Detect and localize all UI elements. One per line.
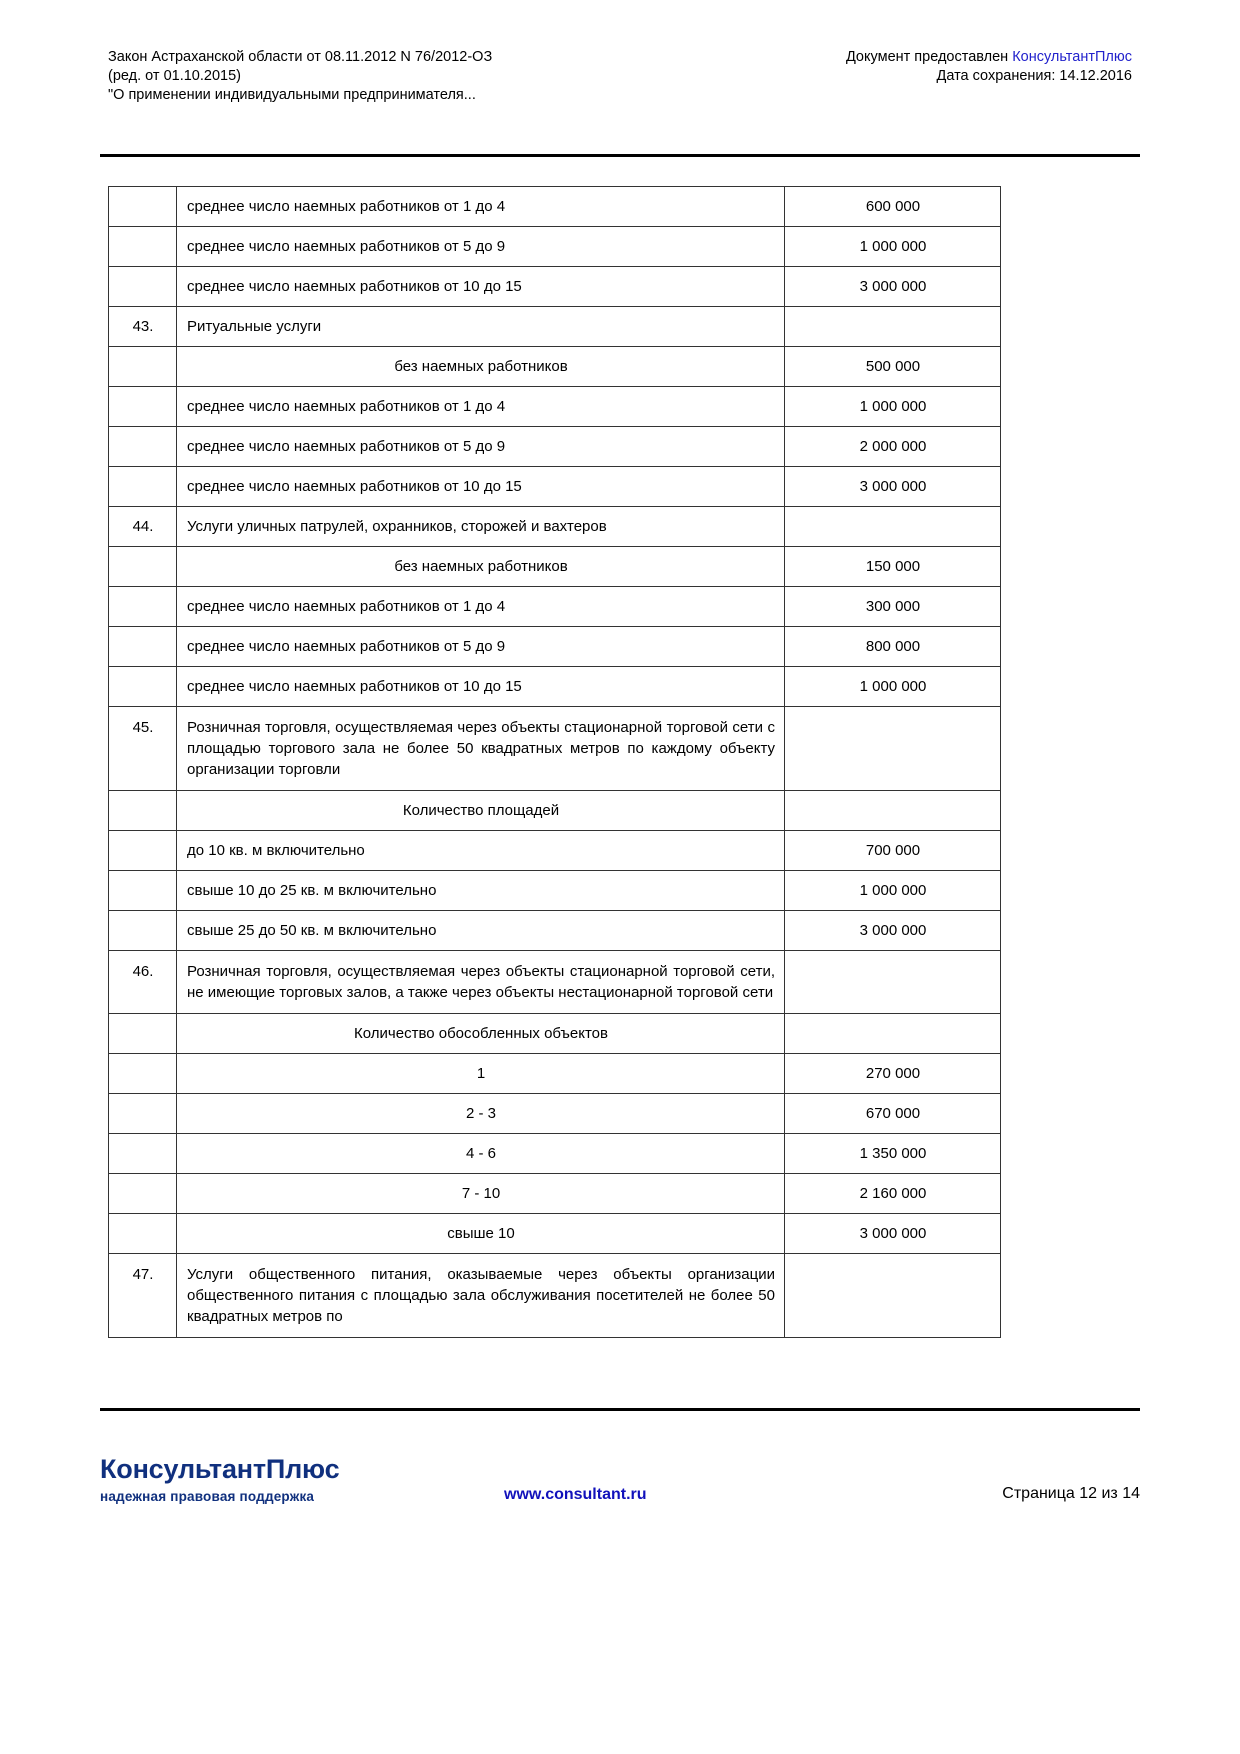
table-row xyxy=(109,267,1001,307)
row-description-cell: Количество площадей xyxy=(177,791,785,831)
row-description-cell: среднее число наемных работников от 10 до 15 xyxy=(177,467,785,507)
row-value-cell: 1 350 000 xyxy=(785,1134,1001,1174)
document-header xyxy=(108,48,1132,105)
table-row xyxy=(109,871,1001,911)
row-number-cell xyxy=(109,791,177,831)
row-value-cell: 2 160 000 xyxy=(785,1174,1001,1214)
provided-by-line xyxy=(846,48,1132,67)
table-row xyxy=(109,467,1001,507)
law-table-container xyxy=(108,186,1000,1338)
row-description-cell: среднее число наемных работников от 1 до 4 xyxy=(177,387,785,427)
row-value-cell: 1 000 000 xyxy=(785,667,1001,707)
table-row xyxy=(109,667,1001,707)
row-value-cell: 1 000 000 xyxy=(785,387,1001,427)
row-number-cell xyxy=(109,911,177,951)
row-value-cell: 1 000 000 xyxy=(785,871,1001,911)
row-description-cell: среднее число наемных работников от 5 до 9 xyxy=(177,627,785,667)
page-number-label: Страница 12 из 14 xyxy=(1002,1485,1140,1502)
table-row xyxy=(109,911,1001,951)
row-description-cell: среднее число наемных работников от 10 до 15 xyxy=(177,267,785,307)
table-row xyxy=(109,627,1001,667)
row-number-cell xyxy=(109,1094,177,1134)
row-description-cell: свыше 10 до 25 кв. м включительно xyxy=(177,871,785,911)
row-value-cell xyxy=(785,1254,1001,1338)
row-description-cell: без наемных работников xyxy=(177,547,785,587)
row-number-cell xyxy=(109,427,177,467)
document-title-block xyxy=(108,48,492,105)
table-row xyxy=(109,387,1001,427)
row-number-cell xyxy=(109,387,177,427)
row-description-cell: 4 - 6 xyxy=(177,1134,785,1174)
row-value-cell: 3 000 000 xyxy=(785,467,1001,507)
row-value-cell: 3 000 000 xyxy=(785,911,1001,951)
table-row xyxy=(109,1094,1001,1134)
row-number-cell xyxy=(109,347,177,387)
row-number-cell: 46. xyxy=(109,951,177,1014)
row-description-cell: Ритуальные услуги xyxy=(177,307,785,347)
row-number-cell xyxy=(109,1134,177,1174)
row-number-cell: 47. xyxy=(109,1254,177,1338)
row-value-cell xyxy=(785,791,1001,831)
doc-title-line-3: "О применении индивидуальными предпринимателя... xyxy=(108,87,476,103)
table-row xyxy=(109,187,1001,227)
table-row xyxy=(109,507,1001,547)
row-number-cell: 45. xyxy=(109,707,177,791)
row-value-cell xyxy=(785,507,1001,547)
row-value-cell: 2 000 000 xyxy=(785,427,1001,467)
footer-divider xyxy=(100,1408,1140,1411)
row-value-cell: 700 000 xyxy=(785,831,1001,871)
logo-tagline: надежная правовая поддержка xyxy=(100,1488,315,1504)
row-value-cell: 150 000 xyxy=(785,547,1001,587)
row-number-cell: 44. xyxy=(109,507,177,547)
row-description-cell: 1 xyxy=(177,1054,785,1094)
row-value-cell: 800 000 xyxy=(785,627,1001,667)
row-description-cell: среднее число наемных работников от 1 до 4 xyxy=(177,587,785,627)
row-value-cell xyxy=(785,707,1001,791)
table-row xyxy=(109,427,1001,467)
row-value-cell: 270 000 xyxy=(785,1054,1001,1094)
table-row xyxy=(109,1254,1001,1338)
table-row xyxy=(109,587,1001,627)
header-divider xyxy=(100,154,1140,157)
row-value-cell xyxy=(785,1014,1001,1054)
table-row xyxy=(109,791,1001,831)
row-description-cell: 2 - 3 xyxy=(177,1094,785,1134)
row-value-cell xyxy=(785,307,1001,347)
row-value-cell: 670 000 xyxy=(785,1094,1001,1134)
document-provenance-block xyxy=(846,48,1132,86)
row-description-cell: среднее число наемных работников от 5 до 9 xyxy=(177,427,785,467)
table-row xyxy=(109,547,1001,587)
row-number-cell xyxy=(109,187,177,227)
row-description-cell: Услуги уличных патрулей, охранников, сторожей и вахтеров xyxy=(177,507,785,547)
row-description-cell: до 10 кв. м включительно xyxy=(177,831,785,871)
document-footer xyxy=(100,1455,1140,1525)
row-number-cell xyxy=(109,467,177,507)
row-number-cell xyxy=(109,547,177,587)
row-number-cell xyxy=(109,267,177,307)
row-description-cell: Розничная торговля, осуществляемая через объекты стационарной торговой сети с площадью торгового зала не более 50 квадратных метров по каждому объекту организации торговли xyxy=(177,707,785,791)
logo-wordmark: КонсультантПлюс xyxy=(100,1454,340,1484)
row-description-cell: среднее число наемных работников от 1 до 4 xyxy=(177,187,785,227)
table-row xyxy=(109,307,1001,347)
row-number-cell xyxy=(109,627,177,667)
row-description-cell: свыше 10 xyxy=(177,1214,785,1254)
row-number-cell: 43. xyxy=(109,307,177,347)
consultant-plus-logo xyxy=(100,1455,339,1505)
provided-by-label: Документ предоставлен xyxy=(845,49,1013,65)
table-row xyxy=(109,951,1001,1014)
row-value-cell: 3 000 000 xyxy=(785,1214,1001,1254)
law-table xyxy=(108,186,1001,1338)
row-number-cell xyxy=(109,871,177,911)
table-row xyxy=(109,1014,1001,1054)
row-description-cell: 7 - 10 xyxy=(177,1174,785,1214)
row-description-cell: свыше 25 до 50 кв. м включительно xyxy=(177,911,785,951)
row-description-cell: среднее число наемных работников от 10 до 15 xyxy=(177,667,785,707)
row-value-cell: 300 000 xyxy=(785,587,1001,627)
row-number-cell xyxy=(109,1214,177,1254)
row-value-cell: 1 000 000 xyxy=(785,227,1001,267)
row-value-cell: 600 000 xyxy=(785,187,1001,227)
doc-title-line-2: (ред. от 01.10.2015) xyxy=(108,68,241,84)
row-number-cell xyxy=(109,1014,177,1054)
saved-date-line: Дата сохранения: 14.12.2016 xyxy=(936,68,1132,84)
row-description-cell: без наемных работников xyxy=(177,347,785,387)
table-row xyxy=(109,227,1001,267)
row-description-cell: Розничная торговля, осуществляемая через объекты стационарной торговой сети, не имеющие торговых залов, а также через объекты нестационарной торговой сети xyxy=(177,951,785,1014)
consultant-website-link[interactable]: www.consultant.ru xyxy=(504,1486,647,1503)
row-description-cell: Количество обособленных объектов xyxy=(177,1014,785,1054)
row-number-cell xyxy=(109,587,177,627)
table-row xyxy=(109,1054,1001,1094)
row-number-cell xyxy=(109,227,177,267)
row-value-cell: 3 000 000 xyxy=(785,267,1001,307)
row-description-cell: Услуги общественного питания, оказываемые через объекты организации общественного питания с площадью зала обслуживания посетителей не более 50 квадратных метров по xyxy=(177,1254,785,1338)
row-number-cell xyxy=(109,667,177,707)
row-description-cell: среднее число наемных работников от 5 до 9 xyxy=(177,227,785,267)
row-value-cell: 500 000 xyxy=(785,347,1001,387)
table-row xyxy=(109,831,1001,871)
table-row xyxy=(109,707,1001,791)
row-number-cell xyxy=(109,1174,177,1214)
row-number-cell xyxy=(109,831,177,871)
table-row xyxy=(109,347,1001,387)
table-row xyxy=(109,1214,1001,1254)
consultant-plus-link[interactable]: КонсультантПлюс xyxy=(1012,49,1132,65)
row-value-cell xyxy=(785,951,1001,1014)
doc-title-line-1: Закон Астраханской области от 08.11.2012 N 76/2012-ОЗ xyxy=(108,49,493,65)
row-number-cell xyxy=(109,1054,177,1094)
table-row xyxy=(109,1134,1001,1174)
table-row xyxy=(109,1174,1001,1214)
